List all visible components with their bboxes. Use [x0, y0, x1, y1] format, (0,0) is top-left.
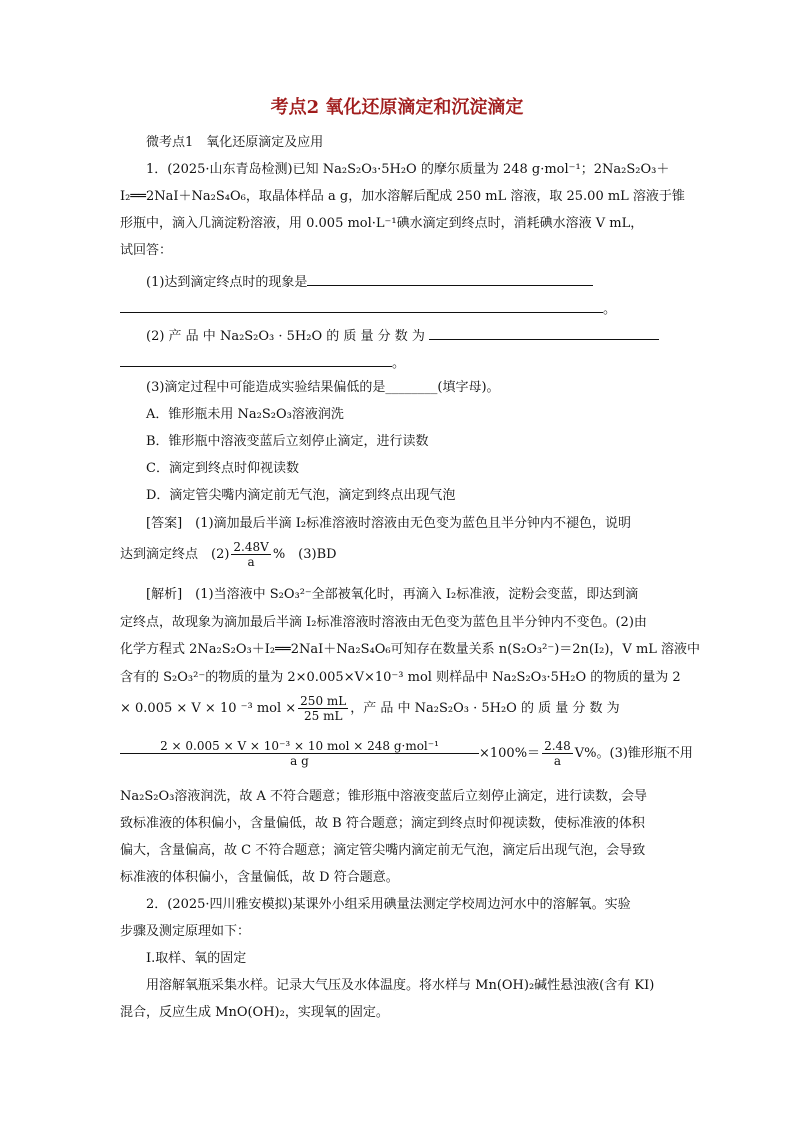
volume-frac-den: 25 mL: [303, 709, 343, 723]
result-fraction: [542, 739, 573, 768]
answer-line2: [120, 540, 337, 570]
analysis-line1: [146, 586, 638, 604]
q1-sub2: [146, 325, 659, 346]
q1-line2: I₂══2NaI＋Na₂S₄O₆，取晶体样品 a g，加水溶解后配成 250 mL 溶液，取 25.00 mL 溶液于锥: [120, 189, 685, 204]
subsection-title: 微考点1 氧化还原滴定及应用: [146, 135, 324, 150]
analysis-line8: 致标准液的体积偏小，含量偏低，故 B 符合题意；滴定到终点时仰视读数，使标准液的体积: [120, 816, 645, 831]
volume-frac-num: 250 mL: [300, 694, 347, 708]
answer-blank[interactable]: [120, 352, 392, 367]
analysis-text1: (1)当溶液中 S₂O₃²⁻全部被氧化时，再滴入 I₂标准液，淀粉会变蓝，即达到滴: [182, 587, 639, 602]
option-a: A．锥形瓶未用 Na₂S₂O₃溶液润洗: [146, 407, 344, 422]
analysis-line4: 含有的 S₂O₃²⁻的物质的量为 2×0.005×V×10⁻³ mol 则样品中 Na₂S₂O₃·5H₂O 的物质的量为 2: [120, 670, 681, 685]
q2-line4: 用溶解氧瓶采集水样。记录大气压及水体温度。将水样与 Mn(OH)₂碱性悬浊液(含有 KI): [146, 978, 655, 993]
answer-text1: (1)滴加最后半滴 I₂标准溶液时溶液由无色变为蓝色且半分钟内不褪色，说明: [182, 516, 632, 531]
answer-frac-num: 2.48V: [233, 540, 269, 554]
q1-sub1-end: 。: [603, 302, 617, 317]
answer-text2a: 达到滴定终点 (2): [120, 547, 230, 562]
answer-frac-den: a: [247, 555, 255, 569]
answer-fraction: [231, 540, 270, 569]
answer-line1: [146, 515, 631, 533]
q1-sub3: (3)滴定过程中可能造成实验结果偏低的是________(填字母)。: [146, 380, 500, 395]
analysis-line10: 标准液的体积偏小，含量偏低，故 D 符合题意。: [120, 870, 399, 885]
result-frac-den: a: [553, 754, 561, 768]
q1-line1: 1．(2025·山东青岛检测)已知 Na₂S₂O₃·5H₂O 的摩尔质量为 248 g·mol⁻¹；2Na₂S₂O₃＋: [146, 162, 670, 177]
option-d: D．滴定管尖嘴内滴定前无气泡，滴定到终点出现气泡: [146, 488, 456, 503]
q1-line4: 试回答：: [120, 243, 173, 258]
q2-line2: 步骤及测定原理如下：: [120, 924, 251, 939]
q1-sub2-text: (2) 产 品 中 Na₂S₂O₃ · 5H₂O 的 质 量 分 数 为: [146, 329, 425, 344]
volume-fraction: [298, 694, 348, 723]
analysis-line9: 偏大，含量偏高，故 C 不符合题意；滴定管尖嘴内滴定前无气泡，滴定后出现气泡，会导致: [120, 843, 646, 858]
answer-text2b: % (3)BD: [272, 547, 337, 562]
answer-blank[interactable]: [429, 325, 659, 340]
q1-line3: 形瓶中，滴入几滴淀粉溶液，用 0.005 mol·L⁻¹碘水滴定到终点时，消耗碘水溶液 V mL，: [120, 216, 644, 231]
option-c: C．滴定到终点时仰视读数: [146, 461, 299, 476]
q1-sub1: [146, 271, 593, 292]
analysis-line3: 化学方程式 2Na₂S₂O₃＋I₂══2NaI＋Na₂S₄O₆可知存在数量关系 n(S₂O₃²⁻)＝2n(I₂)，V mL 溶液中: [120, 642, 701, 657]
analysis-text5a: × 0.005 × V × 10 ⁻³ mol ×: [120, 701, 297, 716]
answer-blank[interactable]: [120, 298, 603, 313]
page-title: 考点2 氧化还原滴定和沉淀滴定: [270, 97, 524, 118]
analysis-line7: Na₂S₂O₃溶液润洗，故 A 不符合题意；锥形瓶中溶液变蓝后立刻停止滴定，进行读数，会导: [120, 789, 647, 804]
mass-frac-num: 2 × 0.005 × V × 10⁻³ × 10 mol × 248 g·mol⁻¹: [120, 739, 479, 754]
analysis-line6: [120, 738, 693, 770]
q2-section-heading: Ⅰ.取样、氧的固定: [146, 951, 247, 966]
q1-sub2-cont: [120, 352, 405, 373]
answer-tag: [答案]: [146, 516, 183, 531]
analysis-text5b: ，产 品 中 Na₂S₂O₃ · 5H₂O 的 质 量 分 数 为: [350, 701, 620, 716]
analysis-line5: [120, 694, 620, 724]
result-frac-num: 2.48: [544, 739, 571, 753]
q1-sub1-cont: [120, 298, 616, 319]
q1-sub1-text: (1)达到滴定终点时的现象是: [146, 275, 308, 290]
analysis-text6c: V%。(3)锥形瓶不用: [574, 746, 693, 761]
analysis-text6b: ×100%＝: [479, 746, 541, 761]
option-b: B．锥形瓶中溶液变蓝后立刻停止滴定，进行读数: [146, 434, 429, 449]
mass-frac-den: a g: [290, 754, 309, 768]
analysis-line2: 定终点，故现象为滴加最后半滴 I₂标准溶液时溶液由无色变为蓝色且半分钟内不变色。(2)由: [120, 615, 647, 630]
mass-fraction: [120, 739, 479, 768]
answer-blank[interactable]: [307, 271, 593, 286]
q2-line1: 2．(2025·四川雅安模拟)某课外小组采用碘量法测定学校周边河水中的溶解氧。实验: [146, 897, 631, 912]
analysis-tag: [解析]: [146, 587, 183, 602]
q2-line5: 混合，反应生成 MnO(OH)₂，实现氧的固定。: [120, 1005, 389, 1020]
q1-sub2-end: 。: [392, 356, 406, 371]
